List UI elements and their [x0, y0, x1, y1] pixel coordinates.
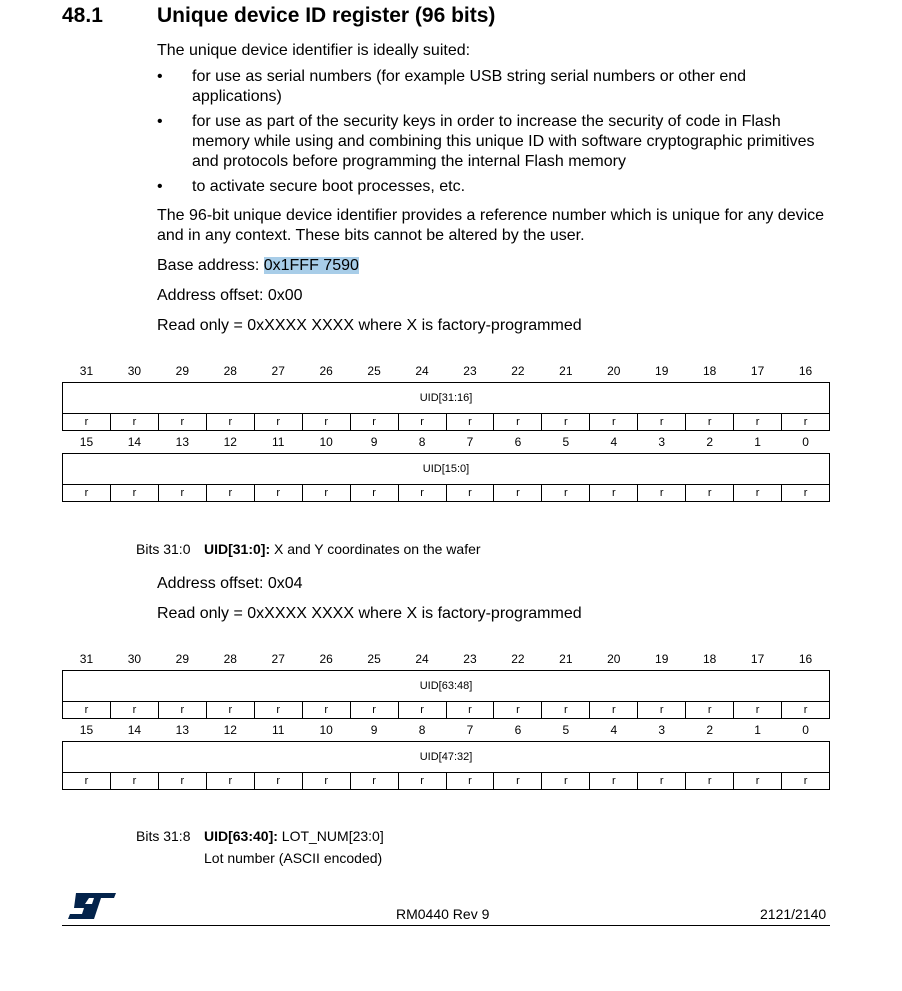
bit-number: 5	[562, 435, 570, 449]
field-name: UID[47:32]	[63, 742, 830, 773]
access-type: r	[350, 773, 398, 790]
bit-number: 22	[511, 652, 525, 666]
access-type: r	[686, 414, 734, 431]
bit-number: 7	[466, 435, 474, 449]
base-address	[157, 256, 837, 276]
access-type: r	[494, 773, 542, 790]
bit-number: 22	[511, 364, 525, 378]
access-type: r	[782, 773, 830, 790]
bit-number: 18	[702, 364, 717, 378]
bit-number: 27	[271, 364, 285, 378]
bit-number: 2	[706, 723, 713, 737]
access-type: r	[446, 485, 494, 502]
access-type: r	[110, 485, 158, 502]
section-number: 48.1	[62, 4, 103, 27]
access-type: r	[254, 702, 302, 719]
bit-number: 25	[367, 652, 381, 666]
access-type: r	[398, 414, 446, 431]
access-type: r	[638, 702, 686, 719]
access-type: r	[63, 702, 111, 719]
access-type: r	[398, 702, 446, 719]
bits-range: Bits 31:0	[136, 541, 191, 557]
access-type: r	[734, 414, 782, 431]
bit-number: 17	[750, 364, 765, 378]
bit-number: 21	[559, 364, 573, 378]
bit-number: 11	[271, 723, 285, 737]
access-type: r	[734, 485, 782, 502]
bit-number: 12	[223, 435, 237, 449]
bit-number: 28	[223, 652, 237, 666]
bit-number: 31	[79, 652, 94, 666]
bit-number: 19	[655, 364, 669, 378]
access-type: r	[350, 702, 398, 719]
access-type: r	[158, 485, 206, 502]
bit-number: 4	[610, 723, 618, 737]
bits-description	[136, 828, 190, 844]
access-type: r	[350, 485, 398, 502]
field-row-lower	[63, 454, 830, 485]
bit-number: 29	[175, 364, 190, 378]
access-type: r	[446, 414, 494, 431]
bit-number: 13	[175, 723, 190, 737]
bit-number: 4	[610, 435, 618, 449]
bit-numbers-upper	[63, 648, 830, 671]
access-row-upper	[63, 414, 830, 431]
reset-value: Read only = 0xXXXX XXXX where X is factory-programmed	[157, 605, 582, 622]
access-type: r	[254, 414, 302, 431]
page-number: 2121/2140	[760, 906, 827, 922]
access-type: r	[542, 773, 590, 790]
bit-number: 30	[127, 364, 142, 378]
access-type: r	[158, 773, 206, 790]
access-type: r	[254, 773, 302, 790]
access-type: r	[302, 702, 350, 719]
access-type: r	[158, 414, 206, 431]
bit-number: 9	[370, 435, 378, 449]
bits-description-line2: Lot number (ASCII encoded)	[204, 850, 383, 866]
bit-number: 17	[750, 652, 765, 666]
bit-number: 15	[79, 435, 94, 449]
bit-number: 28	[223, 364, 237, 378]
bit-number: 26	[319, 364, 333, 378]
bit-number: 6	[514, 723, 522, 737]
access-type: r	[542, 414, 590, 431]
footer-divider	[62, 925, 830, 926]
bullet-dot: •	[157, 178, 163, 195]
access-type: r	[590, 414, 638, 431]
bit-number: 19	[655, 652, 669, 666]
register-table	[62, 648, 830, 790]
access-type: r	[206, 414, 254, 431]
access-type: r	[782, 702, 830, 719]
access-type: r	[542, 702, 590, 719]
bit-number: 0	[802, 723, 809, 737]
bit-number: 9	[370, 723, 378, 737]
bullet-dot: •	[157, 68, 163, 85]
field-name: UID[63:48]	[63, 671, 830, 702]
bits-field: UID[63:40]:	[204, 828, 278, 844]
access-type: r	[63, 773, 111, 790]
bullet-text: to activate secure boot processes, etc.	[192, 178, 466, 195]
bit-number: 10	[319, 723, 333, 737]
bit-number: 10	[319, 435, 333, 449]
field-row-upper	[63, 671, 830, 702]
bits-field: UID[31:0]:	[204, 541, 271, 557]
field-row-lower	[63, 742, 830, 773]
bits-range: Bits 31:8	[136, 828, 191, 844]
register-table	[62, 360, 830, 502]
access-type: r	[302, 485, 350, 502]
bit-number: 25	[367, 364, 381, 378]
access-type: r	[686, 485, 734, 502]
bit-number: 2	[706, 435, 713, 449]
base-address-label: Base address:	[157, 257, 264, 274]
intro-text: The unique device identifier is ideally suited:	[157, 42, 471, 59]
bit-number: 0	[802, 435, 809, 449]
access-type: r	[254, 485, 302, 502]
access-type: r	[302, 414, 350, 431]
access-type: r	[638, 773, 686, 790]
bits-desc: LOT_NUM[23:0]	[277, 828, 384, 844]
access-type: r	[542, 485, 590, 502]
bits-description-text	[204, 541, 481, 557]
st-logo-icon	[68, 893, 116, 924]
address-offset: Address offset: 0x04	[157, 575, 303, 592]
access-type: r	[63, 414, 111, 431]
bit-number: 8	[418, 435, 426, 449]
bit-number: 24	[415, 652, 429, 666]
bit-number: 5	[562, 723, 570, 737]
access-type: r	[206, 773, 254, 790]
access-type: r	[734, 702, 782, 719]
bit-number: 24	[415, 364, 429, 378]
access-type: r	[302, 773, 350, 790]
access-type: r	[110, 414, 158, 431]
access-type: r	[494, 414, 542, 431]
field-name: UID[15:0]	[63, 454, 830, 485]
access-type: r	[110, 702, 158, 719]
access-type: r	[638, 485, 686, 502]
bit-number: 16	[798, 364, 813, 378]
bit-numbers-lower	[63, 431, 830, 454]
access-type: r	[590, 702, 638, 719]
bit-number: 1	[754, 435, 761, 449]
access-type: r	[638, 414, 686, 431]
access-type: r	[206, 702, 254, 719]
access-type: r	[494, 702, 542, 719]
field-row-upper	[63, 383, 830, 414]
bits-description-text	[204, 828, 384, 844]
bit-number: 20	[607, 364, 621, 378]
access-type: r	[398, 773, 446, 790]
bit-number: 21	[559, 652, 573, 666]
access-type: r	[782, 414, 830, 431]
bit-number: 26	[319, 652, 333, 666]
bit-number: 8	[418, 723, 426, 737]
bit-number: 7	[466, 723, 474, 737]
bits-desc: X and Y coordinates on the wafer	[270, 541, 481, 557]
access-type: r	[782, 485, 830, 502]
access-type: r	[590, 485, 638, 502]
bit-numbers-upper	[63, 360, 830, 383]
bit-number: 1	[754, 723, 761, 737]
access-type: r	[734, 773, 782, 790]
bit-number: 16	[798, 652, 813, 666]
access-row-lower	[63, 485, 830, 502]
access-type: r	[446, 702, 494, 719]
bit-number: 31	[79, 364, 94, 378]
document-id: RM0440 Rev 9	[396, 906, 490, 922]
bits-description	[136, 541, 190, 557]
bit-number: 3	[658, 723, 666, 737]
bit-number: 15	[79, 723, 94, 737]
reset-value: Read only = 0xXXXX XXXX where X is factory-programmed	[157, 317, 582, 334]
access-type: r	[398, 485, 446, 502]
access-row-upper	[63, 702, 830, 719]
access-type: r	[63, 485, 111, 502]
access-type: r	[446, 773, 494, 790]
bit-number: 14	[127, 435, 142, 449]
access-type: r	[110, 773, 158, 790]
bit-number: 27	[271, 652, 285, 666]
bullet-dot: •	[157, 113, 163, 130]
bit-number: 20	[607, 652, 621, 666]
bit-number: 23	[463, 652, 477, 666]
access-type: r	[494, 485, 542, 502]
access-type: r	[686, 773, 734, 790]
bit-number: 18	[702, 652, 717, 666]
bit-number: 14	[127, 723, 142, 737]
bit-number: 23	[463, 364, 477, 378]
bit-number: 30	[127, 652, 142, 666]
bit-number: 11	[271, 435, 285, 449]
bit-number: 3	[658, 435, 666, 449]
access-row-lower	[63, 773, 830, 790]
access-type: r	[206, 485, 254, 502]
bit-number: 12	[223, 723, 237, 737]
base-address-value[interactable]: 0x1FFF 7590	[263, 257, 359, 274]
bit-numbers-lower	[63, 719, 830, 742]
address-offset: Address offset: 0x00	[157, 287, 303, 304]
bullet-text: for use as serial numbers (for example USB string serial numbers or other end applications)	[192, 68, 747, 105]
access-type: r	[350, 414, 398, 431]
bit-number: 6	[514, 435, 522, 449]
section-title: Unique device ID register (96 bits)	[157, 4, 496, 27]
access-type: r	[158, 702, 206, 719]
bit-number: 29	[175, 652, 190, 666]
access-type: r	[686, 702, 734, 719]
bit-number: 13	[175, 435, 190, 449]
access-type: r	[590, 773, 638, 790]
description-text: The 96-bit unique device identifier provides a reference number which is unique for any device and in any context. These bits cannot be altered by the user.	[157, 207, 825, 244]
bullet-text: for use as part of the security keys in order to increase the security of code in Flash memory while using and combining this unique ID with software cryptographic primitives and protocols before programming the internal Flash memory	[192, 113, 815, 170]
field-name: UID[31:16]	[63, 383, 830, 414]
